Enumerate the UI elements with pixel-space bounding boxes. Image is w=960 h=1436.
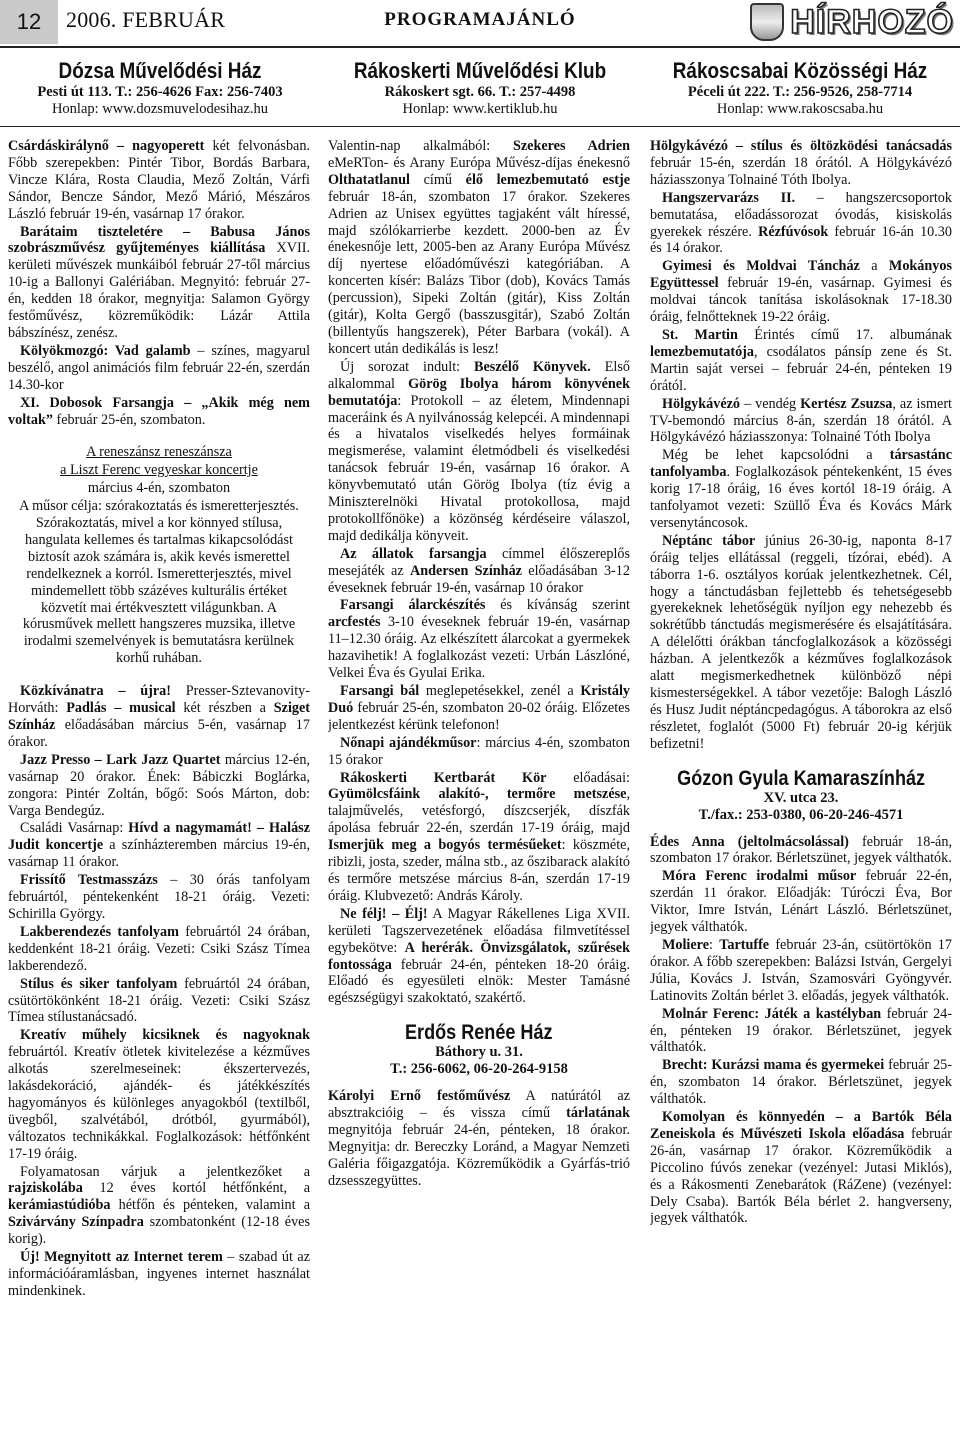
bold-text: St. Martin bbox=[662, 326, 738, 343]
bold-text: Kertész Zsuzsa bbox=[800, 395, 893, 412]
body-text: és kívánság szerint bbox=[485, 597, 630, 614]
bold-text: Tartuffe bbox=[719, 936, 770, 953]
bold-text: Rézfúvósok bbox=[758, 223, 829, 240]
body-text: február 26-án, vasárnap 17 órakor. Közreműködik a Piccolino fúvós zenekar (vezényel: Jutasi Miklós), és a Rákosmenti Zenebarátok (RáZene) (vezényel: Dely Csaba). Bartók Béla bérlet 2. hangverseny, jegyek válthatók. bbox=[650, 1125, 952, 1227]
page-header bbox=[0, 0, 960, 46]
body-text: február 25-én, szombaton. bbox=[52, 411, 206, 428]
article-paragraph bbox=[328, 683, 630, 734]
article-paragraph bbox=[8, 224, 310, 342]
article-paragraph bbox=[8, 480, 310, 497]
bold-text: Lakberendezés tanfolyam bbox=[20, 923, 179, 940]
body-text: : köszméte, ribizli, josta, szeder, málna stb., az őszibarack alakító és termőre metszése március 8-án, szerdán 17-19 óráig. Klubvezető: András Károly. bbox=[328, 837, 630, 904]
article-paragraph bbox=[8, 138, 310, 223]
masthead-logo bbox=[750, 2, 954, 42]
bold-text: Molnár Ferenc: Játék a kastélyban bbox=[662, 1005, 882, 1022]
article-paragraph bbox=[8, 872, 310, 923]
bold-text: Szivárvány Színpadra bbox=[8, 1214, 144, 1231]
venue-name: Dózsa Művelődési Ház bbox=[58, 58, 262, 83]
article-list bbox=[650, 834, 952, 1228]
body-text: február 18-án, szombaton 17 órakor. Bérletszünet, jegyek válthatók. bbox=[650, 833, 952, 867]
body-text: Első alkalommal bbox=[328, 358, 630, 392]
body-text: , csodálatos pánsíp zene és St. Martin saját versei – február 24-én, pénteken 19 órától. bbox=[650, 343, 952, 394]
bold-text: élő lemezbemutató estje bbox=[465, 171, 630, 188]
article-paragraph bbox=[8, 924, 310, 975]
underlined-text: a Liszt Ferenc vegyeskar koncertje bbox=[60, 462, 258, 479]
body-text: XVII. kerületi művészek munkáiból február 27-től március 10-ig a Ballonyi Galériában. Megnyitó: február 27-én, kedden 18 órakor, megnyitja: Salamon György festőművész, közreműködik: Lázár Attila bábszínész, zenész. bbox=[8, 240, 310, 341]
bold-text: Szekeres Adrien bbox=[512, 138, 630, 154]
body-text: február 18-án, szombaton 17 órakor. Szekeres Adrien az Unisex együttes tagjaként vált híressé, majd szólókarrierbe kezdett. 2000-ben az Év énekesnője lett, 2005-ben az Arany Európa Művész díj nyertese előadóművészi kategóriában. A koncerten kísér: Balázs Tibor (dob), Kovács Tamás (percussion), Sipeki Zoltán (gitár), Kiss Zoltán (gitár), Kolta Gergő (basszusgitár), Szabó Zoltán (billentyűs hangszerek), Péter Barbara (vokál). A koncert után dedikálás is lesz! bbox=[328, 188, 630, 357]
venue-address: Pesti út 113. T.: 256-4626 Fax: 256-7403 bbox=[37, 84, 283, 100]
venue-website: Honlap: www.dozsmuvelodesihaz.hu bbox=[51, 101, 269, 117]
venue-phone: T./fax.: 253-0380, 06-20-246-4571 bbox=[698, 806, 904, 823]
article-paragraph bbox=[328, 138, 630, 358]
body-text: a bbox=[859, 258, 889, 275]
venue-name: Erdős Renée Ház bbox=[405, 1021, 553, 1045]
body-text: előadásában március 5-én, vasárnap 17 órakor. bbox=[8, 717, 310, 750]
bold-text: lemezbemutatója bbox=[650, 343, 755, 360]
venue-website: Honlap: www.rakoscsaba.hu bbox=[716, 101, 884, 117]
body-text: Érintés című 17. albumának bbox=[737, 326, 952, 343]
article-paragraph bbox=[8, 820, 310, 871]
bold-text: Jazz Presso – Lark Jazz Quartet bbox=[20, 751, 221, 768]
logo-text: HÍRHOZÓ bbox=[790, 2, 954, 41]
article-paragraph bbox=[8, 1249, 310, 1300]
body-text: két felvonásban. Főbb szerepekben: Pintér Tibor, Bordás Barbara, Vincze Klára, Rosta Claudia, Mező Zoltán, Várfi Sándor, Bencze Sándor, Mező Márió, Mészáros László február 19-én, vasárnap 17 órakor. bbox=[8, 138, 310, 222]
bold-text: kerámiastúdióba bbox=[8, 1197, 111, 1214]
bold-text: Az állatok farsangja bbox=[340, 545, 487, 562]
body-text: . Foglalkozások péntekenként, 15 éves korig 17-18 óráig, 16 éves kortól 18-19 óráig. A tanfolyamot vezeti: Szüllő Éva és Kovács Márk versenytáncosok. bbox=[650, 464, 952, 531]
body-text: 3-10 éveseknek február 19-én, vasárnap 11–12.30 óráig. Az elkészített álarcokat a gyermekek hazavihetik! A foglalkozást vezeti: Urbán Lászlóné, Velkei Éva és Gyulai Erika. bbox=[328, 614, 630, 682]
bold-text: Édes Anna (jeltolmácsolással) bbox=[650, 833, 849, 850]
article-paragraph bbox=[328, 735, 630, 769]
article-paragraph bbox=[650, 868, 952, 936]
article-paragraph bbox=[650, 327, 952, 395]
article-paragraph bbox=[8, 752, 310, 820]
body-text: előadásában 3-12 éveseknek február 19-én, vasárnap 10 órakor bbox=[328, 562, 630, 596]
venue-address: XV. utca 23. bbox=[763, 789, 839, 806]
bold-text: XI. Dobosok Farsangja – „Akik még nem voltak” bbox=[8, 394, 310, 428]
article-paragraph bbox=[650, 533, 952, 753]
bold-text: Hölgykávézó bbox=[662, 395, 741, 412]
article-paragraph bbox=[8, 683, 310, 751]
bold-text: társastánc tanfolyamba bbox=[650, 447, 952, 481]
article-paragraph bbox=[328, 359, 630, 545]
venue-website: Honlap: www.kertiklub.hu bbox=[402, 101, 558, 117]
bold-text: Ismerjük meg a bogyós termésűeket bbox=[328, 837, 562, 854]
bold-text: Mokányos Együttessel bbox=[650, 258, 952, 292]
column-dozsa bbox=[8, 138, 310, 1428]
article-paragraph bbox=[650, 447, 952, 532]
body-text: február 25-én, szombaton 20-02 óráig. Előzetes jelentkezést kérünk telefonon! bbox=[328, 699, 630, 733]
body-text: – szabad út az információáramlásban, ingyenes internet használat mindenkinek. bbox=[8, 1249, 310, 1299]
body-text: : bbox=[709, 936, 720, 953]
article-paragraph bbox=[328, 546, 630, 597]
article-paragraph bbox=[8, 343, 310, 394]
body-text: – 30 órás tanfolyam februártól, péntekenként 18-21 óráig. Vezeti: Schirilla György. bbox=[8, 872, 310, 922]
body-text: március 4-én, szombaton bbox=[87, 480, 231, 497]
article-paragraph bbox=[8, 498, 310, 667]
article-list bbox=[8, 138, 310, 1300]
body-text: június 26-30-ig, naponta 8-17 óráig teljes ellátással (reggeli, tízórai, ebéd). A táborra 1-6. osztályos korúak jelentkezhetnek. Cél, hogy a tánctudásban fejlettebb és tehetségesebb gyerekeknek lehetőségük nyíljon egy nehezebb és sokrétűbb tánctudás megismerésére és elsajátítására. A délelőtti órákban táncfoglalkozások a közösségi házban. A jelentkezők a kézműves foglalkozások alatt megismerkedhetnek különböző népi kismesterségekkel. A tábor vezetője: Balogh László és Husz Judit néptáncpedagógus. A táborokra az első részletet, foglalót (5000 Ft) február 20-ig kérjük befizetni! bbox=[650, 532, 952, 752]
venue-header-erdos-renee bbox=[328, 1021, 630, 1078]
body-text: február 25-én, szombaton 14 órakor. Bérletszünet, jegyek válthatók. bbox=[650, 1057, 952, 1108]
bold-text: Közkívánatra – újra! bbox=[20, 683, 171, 700]
venue-header-gozon bbox=[650, 766, 952, 824]
body-text: szombatonként (12-18 éves korig). bbox=[8, 1214, 310, 1248]
bold-text: Komolyan és könnyedén – a Bartók Béla Zeneiskola és Művészeti Iskola előadása bbox=[650, 1109, 952, 1142]
body-text: március 12-én, vasárnap 20 órakor. Ének: Bábiczki Boglárka, zongora: Pintér Zoltán, bőgő: Soós Márton, dob: Varga Bendegúz. bbox=[8, 751, 310, 819]
article-paragraph bbox=[8, 395, 310, 429]
body-text: február 24-én, pénteken 19 órakor. Bérletszünet, jegyek válthatók. bbox=[650, 1005, 952, 1056]
coat-of-arms-icon bbox=[750, 3, 784, 41]
article-paragraph bbox=[650, 834, 952, 868]
body-text: Valentin-nap alkalmából: bbox=[328, 138, 513, 154]
venue-header-rakoscsaba bbox=[650, 58, 950, 118]
article-paragraph bbox=[650, 138, 952, 189]
bold-text: Hölgykávézó – stílus és öltözködési tanácsadás bbox=[650, 138, 952, 154]
body-text: februártól 24 órában, keddenként 18-21 óráig. Vezeti: Csiki Szász Tímea lakberendező. bbox=[8, 923, 310, 974]
body-text: – színes, magyarul beszélő, angol animációs film február 22-én, szerdán 14.30-kor bbox=[8, 342, 310, 393]
body-text: előadásai: bbox=[546, 769, 630, 786]
venue-name: Rákoskerti Művelődési Klub bbox=[353, 58, 607, 83]
body-text: Új sorozat indult: bbox=[340, 358, 475, 375]
body-text: február 15-én, szerdán 18 órától. A Hölgykávézó háziasszonya Tolnainé Tóth Ibolya. bbox=[650, 154, 952, 188]
body-text: Családi Vasárnap: bbox=[20, 820, 129, 837]
article-paragraph bbox=[8, 444, 310, 461]
article-paragraph bbox=[328, 597, 630, 682]
article-paragraph bbox=[8, 1027, 310, 1162]
body-text: a színházteremben március 19-én, vasárnap 11 órakor. bbox=[8, 837, 310, 871]
article-paragraph bbox=[650, 396, 952, 447]
bold-text: Gyümölcsfáink alakító-, termőre metszése bbox=[328, 786, 627, 803]
article-list bbox=[328, 1088, 630, 1189]
body-text: A natúrától az absztrakcióig – és vissza című bbox=[328, 1088, 630, 1122]
body-text: 12 éves kortól hétfőnként, a bbox=[82, 1180, 310, 1197]
bold-text: Hangszervarázs II. bbox=[662, 189, 796, 206]
body-text: : Protokoll – az életem, Mindennapi maceráink és A nyilvánosság kelepcéi. A mindennapi és a hivatalos viselkedés helyes formáinak megismerése, valamint életmódbeli és viselkedési tanácsok február 19-én, vasárnap 16 órakor. A könyvbemutató után Görög Ibolya (tíz évig a Miniszterelnöki Hivatal protokollosa, majd protokollfőnöke) a közönség kérdéseire válaszol, majd dedikálja könyveit. bbox=[328, 392, 630, 544]
article-paragraph bbox=[8, 976, 310, 1027]
bold-text: Padlás – musical bbox=[66, 700, 176, 717]
venue-phone: T.: 256-6062, 06-20-264-9158 bbox=[390, 1061, 568, 1078]
bold-text: Farsangi álarckészítés bbox=[340, 597, 486, 614]
article-paragraph bbox=[328, 906, 630, 1007]
article-paragraph bbox=[328, 1088, 630, 1189]
bold-text: Olthatatlanul bbox=[328, 171, 410, 188]
bold-text: Andersen Színház bbox=[410, 562, 522, 579]
bold-text: Stílus és siker tanfolyam bbox=[20, 975, 178, 992]
column-rule bbox=[0, 126, 960, 127]
body-text: meglepetésekkel, zenél a bbox=[419, 683, 581, 699]
bold-text: Moliere bbox=[662, 936, 710, 953]
body-text: , az ismert TV-bemondó március 8-án, szerdán 18 órától. A Hölgykávézó háziasszonya: Tolnainé Tóth Ibolya bbox=[650, 395, 952, 446]
bold-text: Károlyi Ernő festőművész bbox=[328, 1088, 511, 1105]
body-text: , talajművelés, vetésforgó, díszcserjék, díszfák ápolása február 22-én, szerdán 17-19 óráig, majd bbox=[328, 786, 630, 837]
bold-text: Nőnapi ajándékműsor bbox=[340, 734, 477, 751]
body-text: februártól. Kreatív ötletek kivitelezése a kézműves alkotás szerelmeseinek: ékszertervezés, lakásdekoráció, ajándék- és játékkészítés hagyományos és különleges anyagokból (textilből, üvegből, szalvétából, drótból, gyurmából), változatos technikákkal. Foglalkozások: hétfőnként 17-19 óráig. bbox=[8, 1044, 310, 1162]
body-text: február 22-én, szerdán 11 órakor. Előadják: Túróczi Éva, Bor Viktor, Imre István, Lénárt László. Bérletszünet, jegyek válthatók. bbox=[650, 868, 952, 936]
bold-text: Néptánc tábor bbox=[662, 532, 756, 549]
venue-name: Rákoscsabai Közösségi Ház bbox=[672, 58, 928, 83]
article-paragraph bbox=[650, 258, 952, 326]
body-text: – hangszercsoportok bemutatása, előadássorozat óvodás, kisiskolás gyerekek részére. bbox=[650, 189, 952, 240]
body-text: eMeRTon- és Arany Európa Művész-díjas énekesnő bbox=[328, 154, 630, 171]
bold-text: Kölyökmozgó: Vad galamb bbox=[20, 342, 191, 359]
bold-text: rajziskolába bbox=[8, 1180, 83, 1197]
article-paragraph bbox=[650, 1057, 952, 1108]
bold-text: Sziget Színház bbox=[8, 700, 310, 733]
article-paragraph bbox=[328, 770, 630, 905]
body-text: című bbox=[410, 171, 466, 188]
article-list bbox=[650, 138, 952, 753]
column-rakoscsaba bbox=[650, 138, 952, 1428]
venue-address: Péceli út 222. T.: 256-9526, 258-7714 bbox=[687, 84, 913, 100]
body-text: megnyitója február 24-én, pénteken, 18 órakor. Megnyitja: dr. Bereczky Loránd, a Magyar Nemzeti Galéria főigazgatója. Közreműködik a Gyárfás-trió dzsesszegyüttes. bbox=[328, 1121, 630, 1189]
bold-text: Móra Ferenc irodalmi műsor bbox=[662, 868, 857, 885]
bold-text: tárlatának bbox=[566, 1105, 630, 1122]
column-rakoskert bbox=[328, 138, 630, 1428]
body-text: Még be lehet kapcsolódni a bbox=[662, 447, 890, 464]
body-text: két részben a bbox=[175, 700, 274, 717]
body-text: hétfőn és pénteken, valamint a bbox=[110, 1197, 310, 1214]
bold-text: Csárdáskirálynő – nagyoperett bbox=[8, 138, 205, 154]
bold-text: Hívd a nagymamát! – Halász Judit koncertje bbox=[8, 820, 310, 854]
bold-text: Rákoskerti Kertbarát Kör bbox=[340, 769, 547, 786]
bold-text: Ne félj! – Élj! bbox=[340, 905, 428, 922]
bold-text: Farsangi bál bbox=[340, 683, 420, 699]
body-text: februártól 24 órában, csütörtökönként 18-21 óráig. Vezeti: Csiki Szász Tímea stílustanácsadó. bbox=[8, 975, 310, 1026]
article-paragraph bbox=[8, 1164, 310, 1249]
body-text: Folyamatosan várjuk a jelentkezőket a bbox=[20, 1163, 310, 1180]
body-text: – vendég bbox=[740, 395, 801, 412]
article-list bbox=[328, 138, 630, 1007]
underlined-text: A reneszánsz reneszánsza bbox=[86, 444, 232, 461]
body-text: A Magyar Rákellenes Liga XVII. kerületi Tagszervezetének előadása filmvetítéssel egybekötve: bbox=[328, 905, 630, 956]
body-text: február 19-én, vasárnap. Gyimesi és moldvai táncok tanítása iskolásoknak 17-18.30 óráig, felnőtteknek 19-22 óráig. bbox=[650, 275, 952, 326]
bold-text: Kreatív műhely kicsiknek és nagyoknak bbox=[20, 1027, 310, 1044]
venue-header-rakoskert bbox=[330, 58, 630, 118]
venue-address: Báthory u. 31. bbox=[435, 1044, 523, 1061]
body-text: Presser-Sztevanovity-Horváth: bbox=[8, 683, 310, 717]
body-text: A műsor célja: szórakoztatás és ismeretterjesztés. Szórakoztatás, mivel a kor könnyed stílusa, hangulata kellemes és tartalmas kikapcsolódást biztosít azok számára is, akik kevés ismerettel rendelkeznek a korról. Ismeretterjesztés, mivel mindemellett több százéves kulturális értéket közvetít mai értékvesztett világunkban. A kórusművek mellett hangszeres muzsika, illetve irodalmi szemelvények is bemutatásra kerülnek korhű ruhában. bbox=[19, 498, 299, 667]
body-text: február 23-án, csütörtökön 17 órakor. A főbb szerepekben: Balázsi István, Gergelyi Júlia, Kovács J. István, Szamosvári Gyöngyvér. Latinovits Zoltán bérlet 3. előadás, jegyek válthatók. bbox=[650, 936, 952, 1004]
bold-text: Kristály Duó bbox=[328, 683, 630, 716]
venue-header-dozsa bbox=[10, 58, 310, 118]
body-text: február 24-én, pénteken 18-20 óráig. Előadó és egyesületi elnök: Mester Tamásné egészségügyi szakoktató, szakértő. bbox=[328, 956, 630, 1007]
bold-text: arcfestés bbox=[328, 614, 381, 631]
article-paragraph bbox=[650, 1006, 952, 1057]
article-paragraph bbox=[650, 1109, 952, 1227]
body-text: : március 4-én, szombaton 15 órakor bbox=[328, 734, 630, 768]
article-paragraph bbox=[650, 190, 952, 258]
article-paragraph bbox=[650, 937, 952, 1005]
venue-name: Gózon Gyula Kamaraszínház bbox=[677, 766, 925, 790]
issue-date: 2006. FEBRUÁR bbox=[66, 7, 226, 32]
body-text: február 16-án 10.30 és 14 órakor. bbox=[650, 223, 952, 257]
article-paragraph bbox=[8, 462, 310, 479]
venue-address: Rákoskert sgt. 66. T.: 257-4498 bbox=[384, 84, 576, 100]
header-rule bbox=[0, 46, 960, 48]
bold-text: A herérák. Önvizsgálatok, szűrések fontossága bbox=[328, 939, 630, 973]
bold-text: Brecht: Kurázsi mama és gyermekei bbox=[662, 1057, 885, 1074]
section-title: PROGRAMAJÁNLÓ bbox=[384, 9, 576, 30]
bold-text: Frissítő Testmasszázs bbox=[20, 872, 158, 889]
page-number: 12 bbox=[0, 0, 58, 44]
bold-text: Beszélő Könyvek. bbox=[474, 358, 591, 375]
bold-text: Barátaim tiszteletére – Babusa János szobrászművész gyűjteményes kiállítása bbox=[8, 223, 310, 257]
bold-text: Görög Ibolya három könyvének bemutatója bbox=[328, 375, 630, 409]
bold-text: Új! Megnyitott az Internet terem bbox=[20, 1249, 223, 1266]
bold-text: Gyimesi és Moldvai Táncház bbox=[662, 258, 860, 275]
body-text: címmel élőszereplős mesejáték az bbox=[328, 545, 630, 579]
